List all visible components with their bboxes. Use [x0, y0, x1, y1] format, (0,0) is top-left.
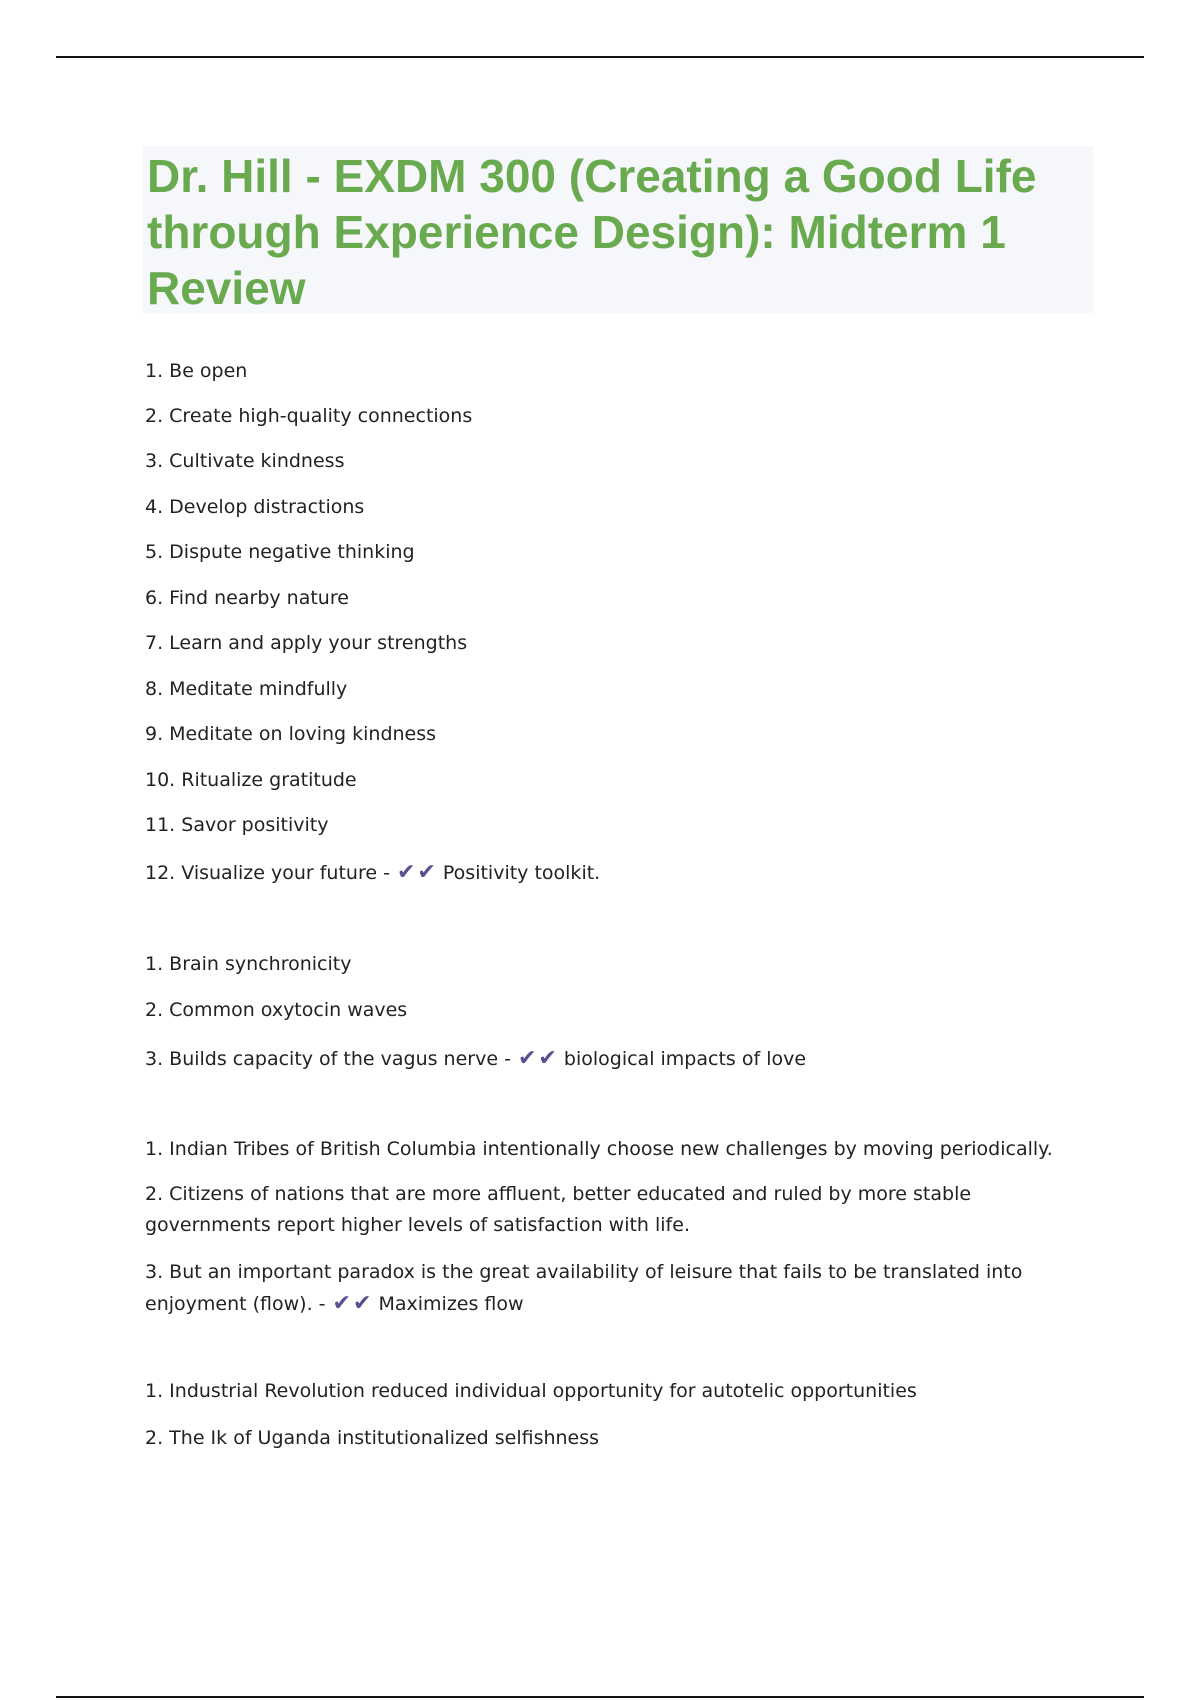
question-line	[145, 857, 1075, 889]
question-text: 3. But an important paradox is the great availability of leisure that fails to be translated into enjoyment (flow). -	[145, 1261, 1023, 1315]
list-item: 1. Indian Tribes of British Columbia intentionally choose new challenges by moving periodically.	[145, 1138, 1053, 1160]
list-item: 2. Citizens of nations that are more affluent, better educated and ruled by more stable governments report higher levels of satisfaction with life.	[145, 1183, 972, 1236]
list-item: 1. Be open	[145, 360, 248, 382]
list-item: 1. Industrial Revolution reduced individual opportunity for autotelic opportunities	[145, 1380, 917, 1402]
question-text: 3. Builds capacity of the vagus nerve -	[145, 1048, 511, 1070]
list-item: 8. Meditate mindfully	[145, 678, 348, 700]
list-item: 9. Meditate on loving kindness	[145, 723, 437, 745]
question-text: 12. Visualize your future -	[145, 862, 390, 884]
answer-text: biological impacts of love	[563, 1048, 807, 1070]
list-item: 5. Dispute negative thinking	[145, 541, 415, 563]
top-rule	[56, 56, 1144, 58]
list-item: 11. Savor positivity	[145, 814, 329, 836]
list-item: 6. Find nearby nature	[145, 587, 349, 609]
list-item: 2. Common oxytocin waves	[145, 999, 408, 1021]
check-icon: ✔	[352, 1291, 372, 1316]
check-icon: ✔	[332, 1291, 351, 1316]
list-item: 2. The Ik of Uganda institutionalized selfishness	[145, 1427, 600, 1449]
answer-text: Maximizes flow	[378, 1293, 524, 1315]
check-icon: ✔	[417, 860, 436, 885]
list-item: 3. Cultivate kindness	[145, 450, 345, 472]
check-icon: ✔	[396, 860, 416, 885]
list-item: 1. Brain synchronicity	[145, 953, 352, 975]
list-item: 7. Learn and apply your strengths	[145, 632, 468, 654]
document-title: Dr. Hill - EXDM 300 (Creating a Good Life through Experience Design): Midterm 1 Review	[147, 150, 1037, 314]
check-icon: ✔	[517, 1046, 537, 1071]
list-item: 2. Create high-quality connections	[145, 405, 473, 427]
question-line	[145, 1257, 1075, 1320]
question-line	[145, 1043, 1075, 1075]
list-item: 10. Ritualize gratitude	[145, 769, 357, 791]
list-item: 4. Develop distractions	[145, 496, 365, 518]
answer-text: Positivity toolkit.	[442, 862, 601, 884]
check-icon: ✔	[538, 1046, 557, 1071]
bottom-rule	[56, 1696, 1144, 1698]
